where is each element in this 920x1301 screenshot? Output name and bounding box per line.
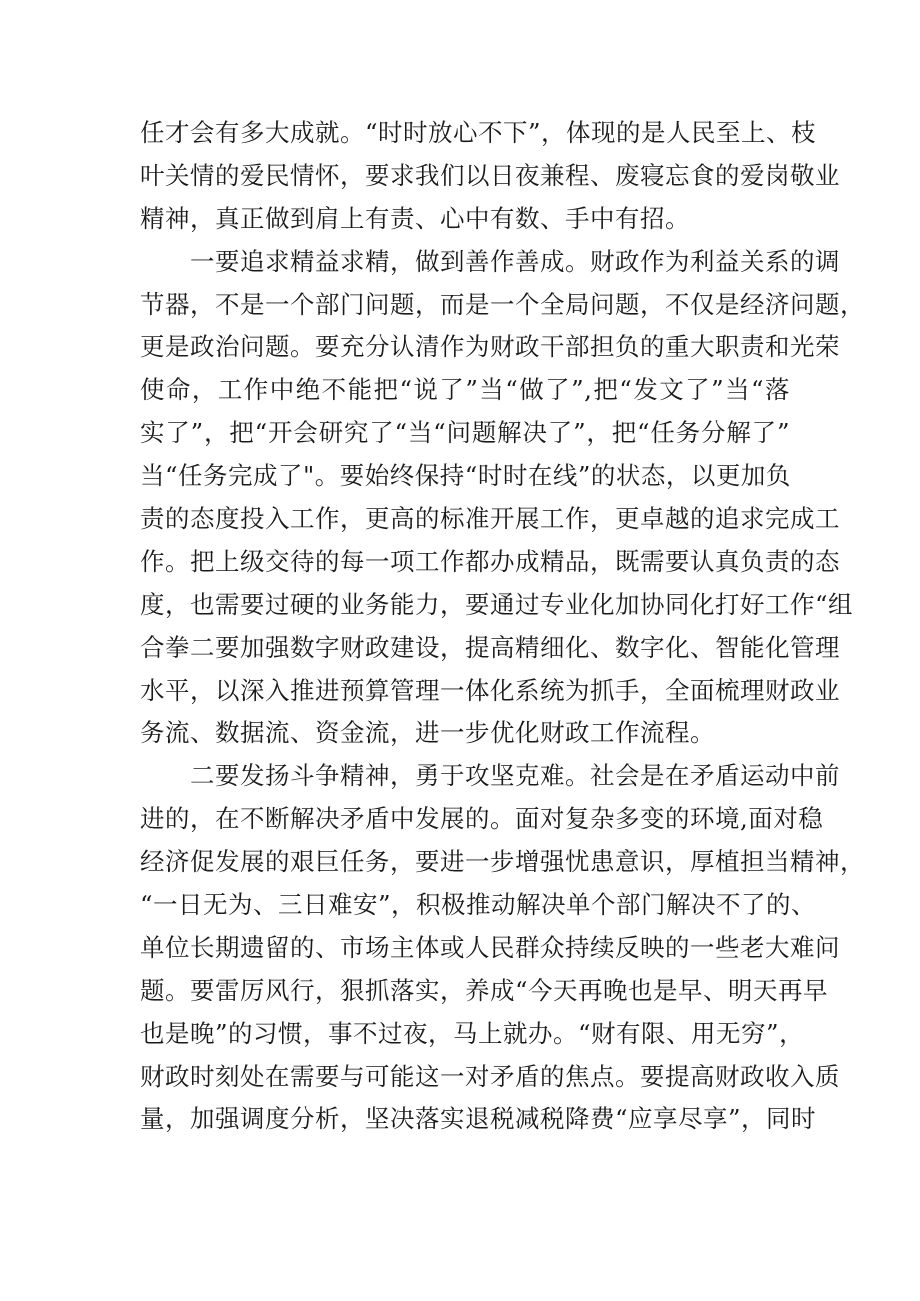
text-line: 更是政治问题。要充分认清作为财政干部担负的重大职责和光荣 bbox=[140, 332, 840, 362]
text-line: 量，加强调度分析，坚决落实退税减税降费“应享尽享”，同时 bbox=[140, 1104, 817, 1134]
text-line: 实了”，把“开会研究了“当“问题解决了”，把“任务分解了” bbox=[140, 418, 790, 448]
text-line: 务流、数据流、资金流，进一步优化财政工作流程。 bbox=[140, 718, 715, 748]
text-line: 精神，真正做到肩上有责、心中有数、手中有招。 bbox=[140, 203, 690, 233]
text-line: 度，也需要过硬的业务能力，要通过专业化加协同化打好工作“组 bbox=[140, 589, 854, 619]
text-line: 二要发扬斗争精神，勇于攻坚克难。社会是在矛盾运动中前 bbox=[190, 761, 840, 791]
text-line: 节器，不是一个部门问题，而是一个全局问题，不仅是经济问题， bbox=[140, 289, 865, 319]
text-line: 作。把上级交待的每一项工作都办成精品，既需要认真负责的态 bbox=[140, 546, 840, 576]
text-line: 合拳二要加强数字财政建设，提高精细化、数字化、智能化管理 bbox=[140, 632, 840, 662]
text-line: 财政时刻处在需要与可能这一对矛盾的焦点。要提高财政收入质 bbox=[140, 1061, 840, 1091]
text-line: 叶关情的爱民情怀，要求我们以日夜兼程、废寝忘食的爱岗敬业 bbox=[140, 160, 840, 190]
document-body bbox=[140, 112, 865, 1141]
text-line: 进的，在不断解决矛盾中发展的。面对复杂多变的环境,面对稳 bbox=[140, 804, 824, 834]
text-line: 也是晚”的习惯，事不过夜，马上就办。“财有限、用无穷”， bbox=[140, 1018, 805, 1048]
text-line: 水平，以深入推进预算管理一体化系统为抓手，全面梳理财政业 bbox=[140, 675, 840, 705]
text-line: 责的态度投入工作，更高的标准开展工作，更卓越的追求完成工 bbox=[140, 504, 840, 534]
text-line: 题。要雷厉风行，狠抓落实，养成“今天再晚也是早、明天再早 bbox=[140, 975, 829, 1005]
text-line: 单位长期遗留的、市场主体或人民群众持续反映的一些老大难问 bbox=[140, 932, 840, 962]
text-line: 经济促发展的艰巨任务，要进一步增强忧患意识，厚植担当精神， bbox=[140, 847, 865, 877]
text-line: 任才会有多大成就。“时时放心不下”，体现的是人民至上、枝 bbox=[140, 118, 817, 147]
text-line: 使命，工作中绝不能把“说了”当“做了”,把“发文了”当“落 bbox=[140, 375, 790, 405]
text-line: “一日无为、三日难安”，积极推动解决单个部门解决不了的、 bbox=[140, 890, 817, 920]
text-line: 一要追求精益求精，做到善作善成。财政作为利益关系的调 bbox=[190, 246, 840, 276]
text-line: 当“任务完成了"。要始终保持“时时在线”的状态，以更加负 bbox=[140, 461, 791, 491]
